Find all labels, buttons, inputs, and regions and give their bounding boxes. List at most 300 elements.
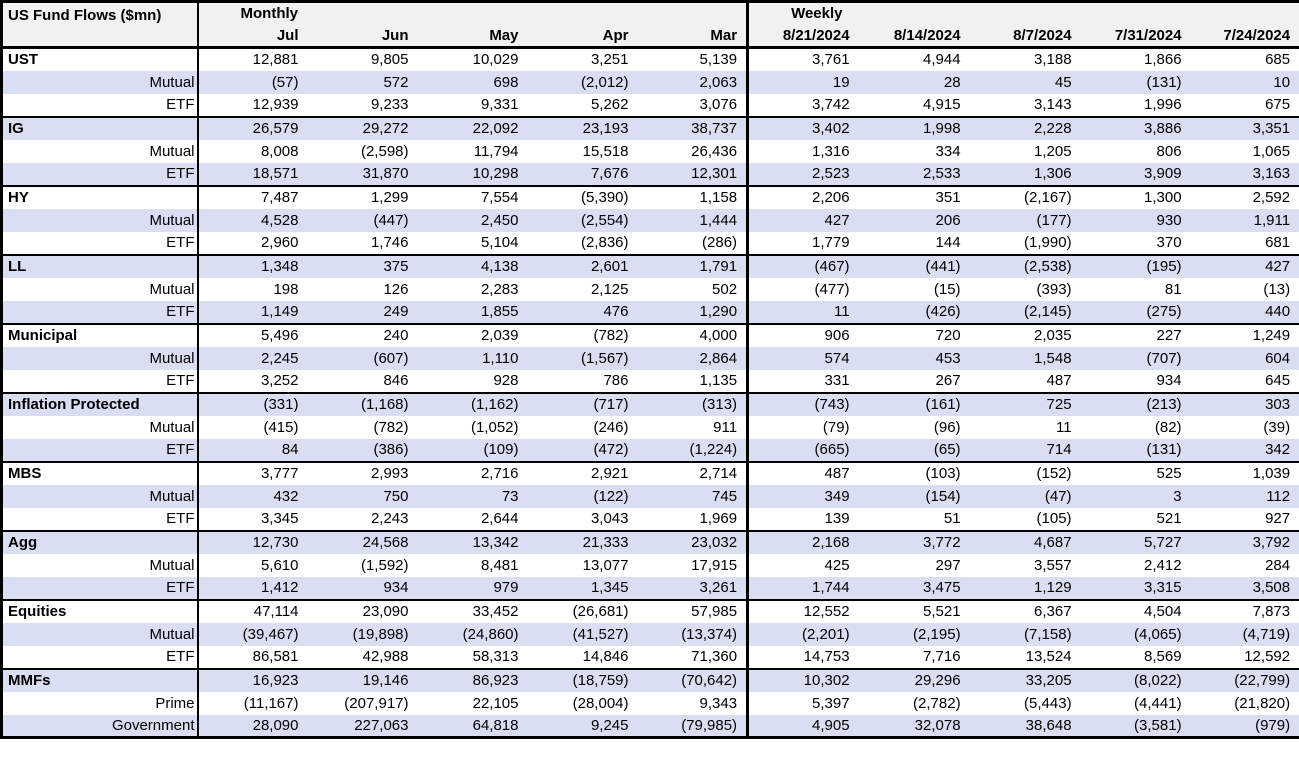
monthly-value-cell: (472) (528, 439, 638, 462)
table-row (2, 531, 1299, 554)
monthly-value-cell: 2,245 (198, 347, 308, 370)
monthly-value-cell: 5,610 (260, 556, 299, 574)
monthly-value-cell: 2,714 (638, 462, 748, 485)
weekly-value-cell: 725 (970, 393, 1081, 416)
monthly-value-cell: 10,298 (418, 163, 528, 186)
monthly-value-cell: (1,224) (638, 439, 748, 462)
monthly-value-cell: 2,243 (370, 510, 409, 527)
row-label: ETF (2, 508, 198, 531)
weekly-value-cell: 38,648 (970, 715, 1081, 738)
weekly-value-cell: 1,911 (1191, 209, 1299, 232)
monthly-value-cell: 5,139 (699, 51, 738, 69)
weekly-value-cell: 487 (748, 462, 859, 485)
weekly-value-cell: 5,397 (748, 692, 859, 715)
weekly-value-cell: 8,569 (1144, 648, 1182, 665)
monthly-value-cell: (26,681) (528, 600, 638, 623)
weekly-value-cell: 206 (859, 209, 970, 232)
weekly-value-cell: 144 (935, 234, 961, 251)
row-label: Government (2, 715, 198, 738)
table-row (2, 485, 1299, 508)
monthly-value-cell: (109) (418, 439, 528, 462)
weekly-value-cell: 3,742 (748, 94, 859, 117)
weekly-value-cell: 13,524 (1025, 648, 1072, 665)
row-label: Mutual (2, 485, 198, 508)
weekly-value-cell: 28 (859, 71, 970, 94)
monthly-value-cell: (11,167) (243, 694, 299, 712)
weekly-value-cell: 45 (970, 71, 1081, 94)
weekly-value-cell: 3,188 (1034, 51, 1072, 69)
monthly-value-cell: 698 (418, 71, 528, 94)
weekly-value-cell: 19 (748, 71, 859, 94)
weekly-value-cell: (979) (1191, 715, 1299, 738)
monthly-value-cell: (39,467) (198, 623, 308, 646)
monthly-value-cell: 7,554 (418, 186, 528, 209)
monthly-value-cell: 23,193 (528, 117, 638, 140)
monthly-value-cell: 12,730 (198, 531, 308, 554)
weekly-value-cell: 7,716 (923, 648, 961, 665)
weekly-value-cell: 1,996 (1144, 96, 1182, 113)
monthly-value-cell: 4,138 (418, 255, 528, 278)
weekly-value-cell: (665) (748, 439, 859, 462)
monthly-value-cell: 502 (712, 280, 738, 298)
weekly-value-cell: (2,782) (913, 694, 961, 712)
weekly-value-cell: (96) (933, 418, 961, 436)
weekly-value-cell: (105) (1036, 510, 1072, 527)
weekly-value-cell: (21,820) (1234, 694, 1291, 712)
weekly-value-cell: 51 (943, 510, 961, 527)
weekly-value-cell: (3,581) (1081, 715, 1191, 738)
weekly-value-cell: (131) (1081, 71, 1191, 94)
weekly-value-cell: (154) (859, 485, 970, 508)
monthly-value-cell: (1,592) (360, 556, 409, 574)
group-label: IG (2, 117, 198, 140)
monthly-value-cell: 13,077 (582, 556, 629, 574)
weekly-value-cell: 2,592 (1191, 186, 1299, 209)
weekly-value-cell: 1,316 (748, 140, 859, 163)
weekly-value-cell: (15) (933, 280, 961, 298)
weekly-value-cell: (2,201) (748, 623, 859, 646)
monthly-value-cell: 1,149 (198, 301, 308, 324)
monthly-value-cell: 9,233 (370, 96, 409, 113)
weekly-value-cell: 1,249 (1191, 324, 1299, 347)
monthly-value-cell: 1,791 (638, 255, 748, 278)
monthly-value-cell: 12,881 (252, 51, 299, 69)
monthly-value-cell: 17,915 (691, 556, 738, 574)
monthly-value-cell: 1,969 (699, 510, 738, 527)
weekly-value-cell: 1,744 (748, 577, 859, 600)
weekly-value-cell: 1,998 (859, 117, 970, 140)
monthly-value-cell: 750 (308, 485, 418, 508)
group-label: Agg (2, 531, 198, 554)
monthly-value-cell: 745 (638, 485, 748, 508)
group-label: UST (2, 48, 198, 71)
monthly-value-cell: 9,343 (699, 694, 738, 712)
weekly-value-cell: 5,727 (1081, 531, 1191, 554)
monthly-value-cell: 2,864 (638, 347, 748, 370)
monthly-value-cell: 2,063 (638, 71, 748, 94)
weekly-value-cell: 427 (1191, 255, 1299, 278)
monthly-value-cell: 8,481 (480, 556, 519, 574)
monthly-value-cell: 14,846 (582, 648, 629, 665)
monthly-value-cell: (207,917) (344, 694, 409, 712)
table-row (2, 416, 1299, 439)
monthly-value-cell: 432 (198, 485, 308, 508)
monthly-value-cell: 26,436 (691, 142, 738, 160)
monthly-value-cell: 126 (383, 280, 409, 298)
monthly-value-cell: 16,923 (198, 669, 308, 692)
weekly-value-cell: 297 (935, 556, 961, 574)
table-row (2, 715, 1299, 738)
monthly-value-cell: 375 (308, 255, 418, 278)
row-label: Mutual (2, 623, 198, 646)
weekly-value-cell: 3,475 (859, 577, 970, 600)
weekly-value-cell: 440 (1191, 301, 1299, 324)
monthly-value-cell: 1,444 (638, 209, 748, 232)
row-label: Mutual (2, 140, 198, 163)
weekly-value-cell: 10,302 (748, 669, 859, 692)
table-row (2, 324, 1299, 347)
weekly-value-cell: 4,687 (970, 531, 1081, 554)
table-row (2, 692, 1299, 715)
monthly-value-cell: 31,870 (308, 163, 418, 186)
monthly-value-cell: (782) (528, 324, 638, 347)
weekly-value-cell: (7,158) (970, 623, 1081, 646)
table-row (2, 71, 1299, 94)
row-label: Mutual (2, 278, 198, 301)
weekly-value-cell: (4,719) (1191, 623, 1299, 646)
weekly-value-cell: 720 (859, 324, 970, 347)
weekly-value-cell: 3,508 (1191, 577, 1299, 600)
weekly-value-cell: (1,990) (1024, 234, 1072, 251)
monthly-value-cell: 3,251 (590, 51, 629, 69)
monthly-value-cell: 3,043 (590, 510, 629, 527)
weekly-value-cell: 3,557 (1034, 556, 1072, 574)
weekly-value-cell: 3 (1081, 485, 1191, 508)
weekly-value-cell: (79) (748, 416, 859, 439)
weekly-value-cell: 331 (748, 370, 859, 393)
monthly-value-cell: 1,290 (638, 301, 748, 324)
weekly-value-cell: 675 (1265, 96, 1291, 113)
group-label: Equities (2, 600, 198, 623)
monthly-value-cell: 47,114 (198, 600, 308, 623)
weekly-value-cell: 139 (748, 508, 859, 531)
weekly-value-cell: 2,533 (859, 163, 970, 186)
monthly-value-cell: 2,601 (528, 255, 638, 278)
monthly-value-cell: 38,737 (638, 117, 748, 140)
weekly-value-cell: (82) (1154, 418, 1182, 436)
monthly-value-cell: 5,496 (198, 324, 308, 347)
monthly-value-cell: 1,158 (638, 186, 748, 209)
table-row (2, 462, 1299, 485)
weekly-value-cell: (152) (970, 462, 1081, 485)
weekly-value-cell: 645 (1265, 372, 1291, 389)
table-row (2, 278, 1299, 301)
monthly-value-cell: 18,571 (198, 163, 308, 186)
monthly-value-cell: 2,716 (418, 462, 528, 485)
monthly-value-cell: 64,818 (418, 715, 528, 738)
weekly-value-cell: (441) (859, 255, 970, 278)
table-row (2, 48, 1299, 71)
weekly-value-cell: 32,078 (859, 715, 970, 738)
weekly-value-cell: 3,761 (748, 48, 859, 71)
table-row (2, 600, 1299, 623)
monthly-value-cell: (13,374) (638, 623, 748, 646)
monthly-value-cell: (1,162) (418, 393, 528, 416)
row-label: Mutual (2, 209, 198, 232)
weekly-value-cell: (13) (1263, 280, 1291, 298)
monthly-value-cell: 23,090 (308, 600, 418, 623)
monthly-value-cell: 3,777 (198, 462, 308, 485)
weekly-value-cell: 11 (748, 301, 859, 324)
monthly-value-cell: 198 (273, 280, 299, 298)
monthly-value-cell: 227,063 (308, 715, 418, 738)
monthly-value-cell: (57) (198, 71, 308, 94)
weekly-value-cell: 351 (859, 186, 970, 209)
weekly-value-cell: (177) (970, 209, 1081, 232)
table-header (2, 2, 1299, 48)
weekly-value-cell: 574 (748, 347, 859, 370)
table-row (2, 301, 1299, 324)
row-label: ETF (2, 646, 198, 669)
table-row (2, 439, 1299, 462)
weekly-value-cell: 521 (1156, 510, 1182, 527)
weekly-value-cell: 3,402 (748, 117, 859, 140)
monthly-value-cell: (386) (308, 439, 418, 462)
monthly-value-cell: (313) (638, 393, 748, 416)
group-label: LL (2, 255, 198, 278)
monthly-value-cell: (331) (198, 393, 308, 416)
monthly-value-cell: 3,345 (260, 510, 299, 527)
monthly-value-cell: 8,008 (260, 142, 299, 160)
table-row (2, 623, 1299, 646)
weekly-value-cell: (47) (970, 485, 1081, 508)
weekly-value-cell: (275) (1081, 301, 1191, 324)
monthly-value-cell: (5,390) (528, 186, 638, 209)
weekly-value-cell: (213) (1081, 393, 1191, 416)
weekly-value-cell: (2,167) (970, 186, 1081, 209)
table-row (2, 117, 1299, 140)
weekly-value-cell: 453 (859, 347, 970, 370)
table-row (2, 186, 1299, 209)
monthly-value-cell: 3,252 (260, 372, 299, 389)
table-title: US Fund Flows ($mn) (2, 2, 198, 48)
row-label: Mutual (2, 71, 198, 94)
group-label: Inflation Protected (2, 393, 198, 416)
monthly-value-cell: 23,032 (638, 531, 748, 554)
monthly-value-cell: (1,567) (528, 347, 638, 370)
monthly-value-cell: 1,299 (308, 186, 418, 209)
column-header-may: May (418, 25, 528, 48)
monthly-value-cell: 29,272 (308, 117, 418, 140)
monthly-value-cell: 2,993 (308, 462, 418, 485)
weekly-value-cell: 806 (1156, 142, 1182, 160)
monthly-value-cell: (1,052) (470, 418, 519, 436)
table-row (2, 508, 1299, 531)
monthly-value-cell: 10,029 (472, 51, 519, 69)
table-row (2, 232, 1299, 255)
monthly-value-cell: 2,283 (480, 280, 519, 298)
weekly-value-cell: 1,205 (1034, 142, 1072, 160)
monthly-value-cell: 9,331 (480, 96, 519, 113)
weekly-value-cell: 303 (1191, 393, 1299, 416)
weekly-value-cell: (707) (1081, 347, 1191, 370)
column-header-mar: Mar (638, 25, 748, 48)
weekly-value-cell: 3,772 (859, 531, 970, 554)
weekly-value-cell: 906 (748, 324, 859, 347)
weekly-value-cell: 7,873 (1191, 600, 1299, 623)
weekly-value-cell: 2,035 (970, 324, 1081, 347)
table-row (2, 393, 1299, 416)
monthly-value-cell: 2,125 (590, 280, 629, 298)
table-row (2, 140, 1299, 163)
group-label: Municipal (2, 324, 198, 347)
row-label: ETF (2, 163, 198, 186)
monthly-value-cell: 2,644 (480, 510, 519, 527)
monthly-value-cell: (70,642) (638, 669, 748, 692)
weekly-value-cell: 1,866 (1144, 51, 1182, 69)
weekly-value-cell: 33,205 (970, 669, 1081, 692)
weekly-value-cell: 487 (1046, 372, 1072, 389)
weekly-value-cell: 11 (1055, 418, 1072, 436)
weekly-value-cell: (426) (859, 301, 970, 324)
weekly-value-cell: 2,168 (748, 531, 859, 554)
monthly-value-cell: (1,168) (308, 393, 418, 416)
monthly-value-cell: 249 (308, 301, 418, 324)
monthly-value-cell: (447) (308, 209, 418, 232)
group-label: MBS (2, 462, 198, 485)
weekly-value-cell: 370 (1156, 234, 1182, 251)
row-label: Mutual (2, 347, 198, 370)
monthly-value-cell: (122) (528, 485, 638, 508)
weekly-value-cell: 3,315 (1081, 577, 1191, 600)
table-row (2, 209, 1299, 232)
monthly-value-cell: 9,245 (528, 715, 638, 738)
weekly-value-cell: 525 (1081, 462, 1191, 485)
monthly-value-cell: (286) (702, 234, 738, 251)
weekly-value-cell: (743) (748, 393, 859, 416)
table-row (2, 370, 1299, 393)
monthly-value-cell: (2,598) (360, 142, 409, 160)
monthly-value-cell: 12,301 (638, 163, 748, 186)
weekly-value-cell: 349 (748, 485, 859, 508)
monthly-value-cell: 22,092 (418, 117, 528, 140)
column-header-jul: Jul (198, 25, 308, 48)
weekly-value-cell: 930 (1081, 209, 1191, 232)
weekly-value-cell: 1,300 (1081, 186, 1191, 209)
weekly-value-cell: 5,521 (859, 600, 970, 623)
weekly-value-cell: 3,792 (1191, 531, 1299, 554)
monthly-value-cell: 9,805 (370, 51, 409, 69)
monthly-value-cell: (782) (373, 418, 409, 436)
monthly-value-cell: 572 (308, 71, 418, 94)
weekly-value-cell: (467) (748, 255, 859, 278)
monthly-value-cell: 476 (528, 301, 638, 324)
weekly-value-cell: (8,022) (1081, 669, 1191, 692)
weekly-value-cell: (161) (859, 393, 970, 416)
monthly-value-cell: 4,528 (198, 209, 308, 232)
monthly-value-cell: 1,345 (528, 577, 638, 600)
monthly-value-cell: 979 (418, 577, 528, 600)
column-header-week-1: 8/21/2024 (748, 25, 859, 48)
monthly-value-cell: 5,262 (590, 96, 629, 113)
weekly-value-cell: 1,039 (1191, 462, 1299, 485)
table-row (2, 347, 1299, 370)
row-label: Prime (2, 692, 198, 715)
monthly-value-cell: 2,450 (418, 209, 528, 232)
monthly-value-cell: 1,855 (418, 301, 528, 324)
weekly-value-cell: 14,753 (748, 646, 859, 669)
monthly-value-cell: 5,104 (480, 234, 519, 251)
weekly-value-cell: 342 (1191, 439, 1299, 462)
weekly-value-cell: 1,129 (970, 577, 1081, 600)
weekly-value-cell: (22,799) (1191, 669, 1299, 692)
weekly-value-cell: 12,552 (748, 600, 859, 623)
monthly-value-cell: 7,676 (528, 163, 638, 186)
weekly-value-cell: (4,065) (1081, 623, 1191, 646)
weekly-value-cell: 4,944 (923, 51, 961, 69)
weekly-value-cell: 3,886 (1081, 117, 1191, 140)
monthly-value-cell: 86,581 (252, 648, 299, 665)
monthly-value-cell: 846 (383, 372, 409, 389)
monthly-value-cell: (2,554) (528, 209, 638, 232)
monthly-value-cell: 3,076 (699, 96, 738, 113)
weekly-value-cell: 4,504 (1081, 600, 1191, 623)
monthly-value-cell: 73 (418, 485, 528, 508)
column-header-week-4: 7/31/2024 (1081, 25, 1191, 48)
monthly-value-cell: 21,333 (528, 531, 638, 554)
weekly-value-cell: 425 (748, 554, 859, 577)
monthly-value-cell: 86,923 (418, 669, 528, 692)
monthly-value-cell: 13,342 (418, 531, 528, 554)
monthly-value-cell: 19,146 (308, 669, 418, 692)
weekly-value-cell: 3,909 (1081, 163, 1191, 186)
weekly-value-cell: (131) (1081, 439, 1191, 462)
section-header-row (2, 2, 1299, 25)
monthly-value-cell: (415) (263, 418, 299, 436)
row-label: ETF (2, 232, 198, 255)
weekly-value-cell: 4,915 (923, 96, 961, 113)
monthly-value-cell: (41,527) (528, 623, 638, 646)
monthly-value-cell: (28,004) (572, 694, 629, 712)
monthly-value-cell: 71,360 (691, 648, 738, 665)
weekly-value-cell: 1,065 (1252, 142, 1291, 160)
table-row (2, 255, 1299, 278)
row-label: ETF (2, 301, 198, 324)
weekly-value-cell: 227 (1081, 324, 1191, 347)
weekly-value-cell: 112 (1191, 485, 1299, 508)
monthly-value-cell: 12,939 (252, 96, 299, 113)
table-row (2, 163, 1299, 186)
weekly-value-cell: 4,905 (748, 715, 859, 738)
monthly-value-cell: 28,090 (198, 715, 308, 738)
weekly-value-cell: 1,779 (748, 232, 859, 255)
monthly-value-cell: 15,518 (582, 142, 629, 160)
monthly-value-cell: 57,985 (638, 600, 748, 623)
column-header-week-5: 7/24/2024 (1191, 25, 1299, 48)
monthly-value-cell: (607) (308, 347, 418, 370)
weekly-value-cell: 1,548 (970, 347, 1081, 370)
weekly-section-header: Weekly (748, 2, 1299, 25)
weekly-value-cell: (2,145) (970, 301, 1081, 324)
weekly-value-cell: 685 (1265, 51, 1291, 69)
weekly-value-cell: 604 (1191, 347, 1299, 370)
monthly-value-cell: 786 (603, 372, 629, 389)
weekly-value-cell: 6,367 (970, 600, 1081, 623)
monthly-value-cell: 58,313 (472, 648, 519, 665)
column-header-week-2: 8/14/2024 (859, 25, 970, 48)
weekly-value-cell: (103) (859, 462, 970, 485)
weekly-value-cell: 3,351 (1191, 117, 1299, 140)
